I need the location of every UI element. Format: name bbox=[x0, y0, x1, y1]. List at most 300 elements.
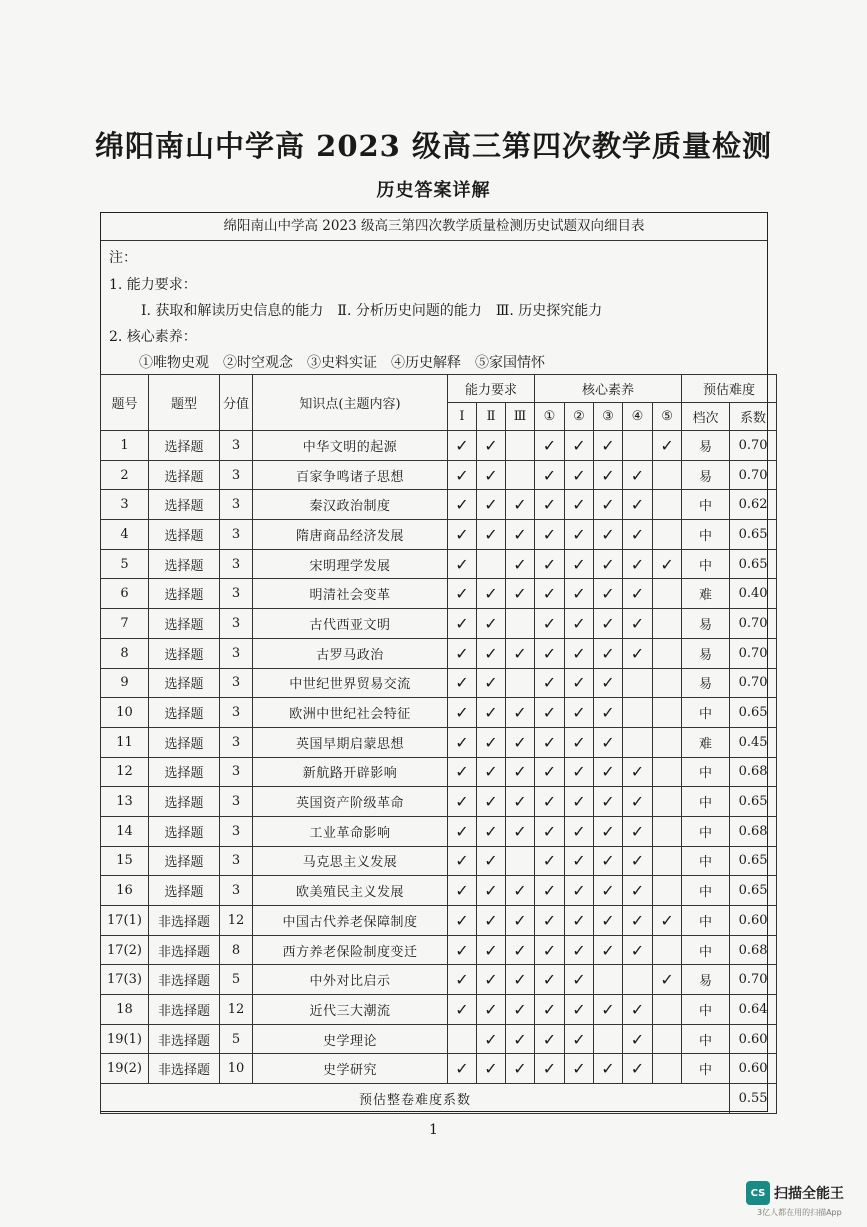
check-mark: ✓ bbox=[623, 787, 653, 817]
empty-cell bbox=[594, 1024, 623, 1054]
scanner-brand: 扫描全能王 bbox=[774, 1186, 844, 1202]
check-mark: ✓ bbox=[623, 1054, 653, 1084]
check-mark: ✓ bbox=[594, 668, 623, 698]
difficulty-coefficient: 0.68 bbox=[730, 935, 777, 965]
check-mark: ✓ bbox=[448, 520, 477, 550]
difficulty-coefficient: 0.40 bbox=[730, 579, 777, 609]
check-mark: ✓ bbox=[565, 846, 594, 876]
question-number: 19(2) bbox=[101, 1054, 149, 1084]
check-mark: ✓ bbox=[594, 579, 623, 609]
header-literacy-4: ④ bbox=[623, 403, 653, 431]
table-row bbox=[101, 520, 777, 550]
question-type: 选择题 bbox=[149, 787, 220, 817]
header-no: 题号 bbox=[101, 375, 149, 431]
difficulty-level: 易 bbox=[682, 638, 730, 668]
check-mark: ✓ bbox=[448, 935, 477, 965]
question-topic: 宋明理学发展 bbox=[253, 549, 448, 579]
check-mark: ✓ bbox=[594, 727, 623, 757]
check-mark: ✓ bbox=[653, 965, 682, 995]
header-literacy: 核心素养 bbox=[535, 375, 682, 403]
empty-cell bbox=[653, 876, 682, 906]
question-number: 17(1) bbox=[101, 906, 149, 936]
question-score: 3 bbox=[220, 876, 253, 906]
question-score: 3 bbox=[220, 490, 253, 520]
header-ability-2: Ⅱ bbox=[477, 403, 506, 431]
check-mark: ✓ bbox=[535, 698, 565, 728]
difficulty-level: 难 bbox=[682, 727, 730, 757]
difficulty-level: 中 bbox=[682, 549, 730, 579]
question-type: 选择题 bbox=[149, 638, 220, 668]
check-mark: ✓ bbox=[535, 490, 565, 520]
empty-cell bbox=[653, 460, 682, 490]
table-row bbox=[101, 490, 777, 520]
check-mark: ✓ bbox=[506, 995, 535, 1025]
total-label: 预估整卷难度系数 bbox=[101, 1084, 730, 1114]
camscanner-logo-icon: CS bbox=[746, 1181, 770, 1205]
question-score: 12 bbox=[220, 906, 253, 936]
document-title: 绵阳南山中学高 2023 级高三第四次教学质量检测 bbox=[95, 129, 772, 163]
check-mark: ✓ bbox=[623, 549, 653, 579]
check-mark: ✓ bbox=[448, 609, 477, 639]
table-title: 绵阳南山中学高 2023 级高三第四次教学质量检测历史试题双向细目表 bbox=[101, 213, 767, 241]
check-mark: ✓ bbox=[448, 579, 477, 609]
empty-cell bbox=[653, 1024, 682, 1054]
scanner-tagline: 3亿人都在用的扫描App bbox=[757, 1208, 842, 1217]
empty-cell bbox=[623, 698, 653, 728]
table-row bbox=[101, 935, 777, 965]
check-mark: ✓ bbox=[594, 1054, 623, 1084]
question-number: 4 bbox=[101, 520, 149, 550]
check-mark: ✓ bbox=[506, 965, 535, 995]
difficulty-coefficient: 0.70 bbox=[730, 431, 777, 461]
difficulty-level: 易 bbox=[682, 460, 730, 490]
difficulty-coefficient: 0.65 bbox=[730, 846, 777, 876]
check-mark: ✓ bbox=[565, 995, 594, 1025]
question-topic: 中华文明的起源 bbox=[253, 431, 448, 461]
check-mark: ✓ bbox=[623, 995, 653, 1025]
difficulty-coefficient: 0.60 bbox=[730, 1054, 777, 1084]
check-mark: ✓ bbox=[477, 1054, 506, 1084]
table-row bbox=[101, 579, 777, 609]
check-mark: ✓ bbox=[477, 727, 506, 757]
check-mark: ✓ bbox=[477, 965, 506, 995]
check-mark: ✓ bbox=[506, 698, 535, 728]
check-mark: ✓ bbox=[448, 846, 477, 876]
check-mark: ✓ bbox=[565, 935, 594, 965]
difficulty-level: 中 bbox=[682, 757, 730, 787]
question-number: 8 bbox=[101, 638, 149, 668]
check-mark: ✓ bbox=[506, 520, 535, 550]
table-row bbox=[101, 1024, 777, 1054]
check-mark: ✓ bbox=[477, 520, 506, 550]
question-topic: 史学理论 bbox=[253, 1024, 448, 1054]
question-type: 选择题 bbox=[149, 520, 220, 550]
empty-cell bbox=[653, 609, 682, 639]
check-mark: ✓ bbox=[506, 816, 535, 846]
difficulty-level: 易 bbox=[682, 431, 730, 461]
check-mark: ✓ bbox=[477, 935, 506, 965]
check-mark: ✓ bbox=[535, 935, 565, 965]
empty-cell bbox=[653, 727, 682, 757]
empty-cell bbox=[653, 520, 682, 550]
check-mark: ✓ bbox=[535, 638, 565, 668]
check-mark: ✓ bbox=[623, 846, 653, 876]
question-topic: 西方养老保险制度变迁 bbox=[253, 935, 448, 965]
header-level: 档次 bbox=[682, 403, 730, 431]
check-mark: ✓ bbox=[565, 520, 594, 550]
table-row bbox=[101, 757, 777, 787]
check-mark: ✓ bbox=[506, 579, 535, 609]
question-type: 选择题 bbox=[149, 609, 220, 639]
question-topic: 明清社会变革 bbox=[253, 579, 448, 609]
question-score: 3 bbox=[220, 668, 253, 698]
check-mark: ✓ bbox=[448, 787, 477, 817]
header-ability: 能力要求 bbox=[448, 375, 535, 403]
question-topic: 中国古代养老保障制度 bbox=[253, 906, 448, 936]
question-topic: 新航路开辟影响 bbox=[253, 757, 448, 787]
check-mark: ✓ bbox=[565, 668, 594, 698]
empty-cell bbox=[653, 490, 682, 520]
empty-cell bbox=[653, 1054, 682, 1084]
empty-cell bbox=[653, 995, 682, 1025]
check-mark: ✓ bbox=[448, 668, 477, 698]
question-type: 选择题 bbox=[149, 846, 220, 876]
check-mark: ✓ bbox=[535, 579, 565, 609]
difficulty-coefficient: 0.65 bbox=[730, 698, 777, 728]
empty-cell bbox=[594, 965, 623, 995]
empty-cell bbox=[653, 579, 682, 609]
question-score: 12 bbox=[220, 995, 253, 1025]
ability-items: Ⅰ. 获取和解读历史信息的能力 Ⅱ. 分析历史问题的能力 Ⅲ. 历史探究能力 bbox=[141, 303, 603, 319]
header-ability-1: Ⅰ bbox=[448, 403, 477, 431]
question-type: 选择题 bbox=[149, 460, 220, 490]
difficulty-coefficient: 0.60 bbox=[730, 1024, 777, 1054]
question-number: 12 bbox=[101, 757, 149, 787]
difficulty-coefficient: 0.45 bbox=[730, 727, 777, 757]
question-score: 3 bbox=[220, 460, 253, 490]
empty-cell bbox=[653, 698, 682, 728]
question-number: 1 bbox=[101, 431, 149, 461]
difficulty-level: 中 bbox=[682, 906, 730, 936]
check-mark: ✓ bbox=[477, 1024, 506, 1054]
difficulty-coefficient: 0.65 bbox=[730, 549, 777, 579]
question-type: 选择题 bbox=[149, 876, 220, 906]
check-mark: ✓ bbox=[623, 906, 653, 936]
check-mark: ✓ bbox=[477, 906, 506, 936]
check-mark: ✓ bbox=[535, 1024, 565, 1054]
question-topic: 欧美殖民主义发展 bbox=[253, 876, 448, 906]
check-mark: ✓ bbox=[623, 460, 653, 490]
difficulty-level: 中 bbox=[682, 698, 730, 728]
empty-cell bbox=[506, 460, 535, 490]
question-number: 11 bbox=[101, 727, 149, 757]
table-row bbox=[101, 727, 777, 757]
difficulty-level: 难 bbox=[682, 579, 730, 609]
question-score: 5 bbox=[220, 965, 253, 995]
check-mark: ✓ bbox=[594, 846, 623, 876]
check-mark: ✓ bbox=[594, 609, 623, 639]
check-mark: ✓ bbox=[448, 431, 477, 461]
check-mark: ✓ bbox=[565, 876, 594, 906]
empty-cell bbox=[653, 787, 682, 817]
question-score: 3 bbox=[220, 579, 253, 609]
check-mark: ✓ bbox=[623, 520, 653, 550]
question-topic: 百家争鸣诸子思想 bbox=[253, 460, 448, 490]
check-mark: ✓ bbox=[565, 638, 594, 668]
empty-cell bbox=[653, 816, 682, 846]
difficulty-coefficient: 0.62 bbox=[730, 490, 777, 520]
check-mark: ✓ bbox=[623, 816, 653, 846]
difficulty-level: 易 bbox=[682, 668, 730, 698]
difficulty-coefficient: 0.70 bbox=[730, 609, 777, 639]
header-type: 题型 bbox=[149, 375, 220, 431]
question-number: 3 bbox=[101, 490, 149, 520]
question-type: 选择题 bbox=[149, 816, 220, 846]
total-coefficient: 0.55 bbox=[730, 1084, 777, 1114]
question-number: 19(1) bbox=[101, 1024, 149, 1054]
check-mark: ✓ bbox=[506, 638, 535, 668]
check-mark: ✓ bbox=[477, 876, 506, 906]
table-row bbox=[101, 787, 777, 817]
question-topic: 中世纪世界贸易交流 bbox=[253, 668, 448, 698]
question-score: 3 bbox=[220, 846, 253, 876]
empty-cell bbox=[653, 935, 682, 965]
question-score: 3 bbox=[220, 727, 253, 757]
check-mark: ✓ bbox=[565, 490, 594, 520]
question-topic: 古罗马政治 bbox=[253, 638, 448, 668]
question-type: 选择题 bbox=[149, 727, 220, 757]
check-mark: ✓ bbox=[477, 995, 506, 1025]
check-mark: ✓ bbox=[623, 490, 653, 520]
check-mark: ✓ bbox=[565, 549, 594, 579]
check-mark: ✓ bbox=[535, 431, 565, 461]
check-mark: ✓ bbox=[535, 787, 565, 817]
header-topic: 知识点(主题内容) bbox=[253, 375, 448, 431]
header-literacy-5: ⑤ bbox=[653, 403, 682, 431]
question-topic: 秦汉政治制度 bbox=[253, 490, 448, 520]
check-mark: ✓ bbox=[477, 816, 506, 846]
question-score: 3 bbox=[220, 698, 253, 728]
check-mark: ✓ bbox=[477, 698, 506, 728]
question-score: 3 bbox=[220, 431, 253, 461]
table-body bbox=[101, 431, 777, 1084]
check-mark: ✓ bbox=[623, 638, 653, 668]
difficulty-level: 中 bbox=[682, 876, 730, 906]
table-row bbox=[101, 965, 777, 995]
check-mark: ✓ bbox=[448, 965, 477, 995]
header-literacy-3: ③ bbox=[594, 403, 623, 431]
question-topic: 古代西亚文明 bbox=[253, 609, 448, 639]
header-literacy-2: ② bbox=[565, 403, 594, 431]
check-mark: ✓ bbox=[623, 876, 653, 906]
check-mark: ✓ bbox=[565, 906, 594, 936]
difficulty-coefficient: 0.60 bbox=[730, 906, 777, 936]
question-topic: 隋唐商品经济发展 bbox=[253, 520, 448, 550]
difficulty-level: 中 bbox=[682, 787, 730, 817]
question-number: 17(3) bbox=[101, 965, 149, 995]
check-mark: ✓ bbox=[506, 490, 535, 520]
empty-cell bbox=[653, 668, 682, 698]
check-mark: ✓ bbox=[653, 431, 682, 461]
question-score: 3 bbox=[220, 757, 253, 787]
check-mark: ✓ bbox=[565, 609, 594, 639]
table-row bbox=[101, 431, 777, 461]
check-mark: ✓ bbox=[506, 727, 535, 757]
check-mark: ✓ bbox=[535, 1054, 565, 1084]
check-mark: ✓ bbox=[477, 579, 506, 609]
check-mark: ✓ bbox=[506, 876, 535, 906]
question-score: 10 bbox=[220, 1054, 253, 1084]
check-mark: ✓ bbox=[565, 1024, 594, 1054]
check-mark: ✓ bbox=[535, 757, 565, 787]
question-number: 2 bbox=[101, 460, 149, 490]
table-row bbox=[101, 995, 777, 1025]
question-number: 7 bbox=[101, 609, 149, 639]
question-type: 非选择题 bbox=[149, 965, 220, 995]
question-type: 非选择题 bbox=[149, 935, 220, 965]
check-mark: ✓ bbox=[623, 609, 653, 639]
question-score: 3 bbox=[220, 549, 253, 579]
document-subtitle: 历史答案详解 bbox=[376, 180, 491, 201]
table-row bbox=[101, 906, 777, 936]
question-type: 选择题 bbox=[149, 549, 220, 579]
table-row bbox=[101, 668, 777, 698]
difficulty-level: 易 bbox=[682, 965, 730, 995]
check-mark: ✓ bbox=[477, 846, 506, 876]
check-mark: ✓ bbox=[565, 757, 594, 787]
check-mark: ✓ bbox=[448, 876, 477, 906]
check-mark: ✓ bbox=[448, 727, 477, 757]
check-mark: ✓ bbox=[477, 638, 506, 668]
question-type: 非选择题 bbox=[149, 906, 220, 936]
question-type: 选择题 bbox=[149, 757, 220, 787]
difficulty-level: 中 bbox=[682, 816, 730, 846]
header-score: 分值 bbox=[220, 375, 253, 431]
page-number: 1 bbox=[429, 1122, 438, 1138]
check-mark: ✓ bbox=[477, 668, 506, 698]
empty-cell bbox=[506, 431, 535, 461]
difficulty-level: 中 bbox=[682, 1024, 730, 1054]
question-type: 选择题 bbox=[149, 579, 220, 609]
check-mark: ✓ bbox=[565, 460, 594, 490]
question-score: 3 bbox=[220, 609, 253, 639]
check-mark: ✓ bbox=[477, 787, 506, 817]
question-score: 3 bbox=[220, 638, 253, 668]
question-score: 5 bbox=[220, 1024, 253, 1054]
check-mark: ✓ bbox=[653, 549, 682, 579]
question-topic: 史学研究 bbox=[253, 1054, 448, 1084]
question-type: 非选择题 bbox=[149, 1024, 220, 1054]
notes-label: 注： bbox=[109, 250, 137, 266]
empty-cell bbox=[623, 727, 653, 757]
check-mark: ✓ bbox=[506, 906, 535, 936]
table-row bbox=[101, 846, 777, 876]
question-score: 3 bbox=[220, 787, 253, 817]
check-mark: ✓ bbox=[448, 549, 477, 579]
check-mark: ✓ bbox=[594, 460, 623, 490]
question-type: 选择题 bbox=[149, 490, 220, 520]
table-row bbox=[101, 460, 777, 490]
check-mark: ✓ bbox=[535, 846, 565, 876]
question-number: 13 bbox=[101, 787, 149, 817]
check-mark: ✓ bbox=[594, 490, 623, 520]
question-topic: 近代三大潮流 bbox=[253, 995, 448, 1025]
check-mark: ✓ bbox=[448, 757, 477, 787]
difficulty-level: 易 bbox=[682, 609, 730, 639]
empty-cell bbox=[653, 757, 682, 787]
question-number: 17(2) bbox=[101, 935, 149, 965]
empty-cell bbox=[477, 549, 506, 579]
difficulty-coefficient: 0.68 bbox=[730, 816, 777, 846]
check-mark: ✓ bbox=[535, 609, 565, 639]
empty-cell bbox=[506, 609, 535, 639]
check-mark: ✓ bbox=[565, 431, 594, 461]
table-row bbox=[101, 876, 777, 906]
table-row bbox=[101, 816, 777, 846]
ability-heading: 1. 能力要求： bbox=[109, 277, 197, 293]
check-mark: ✓ bbox=[565, 816, 594, 846]
question-number: 18 bbox=[101, 995, 149, 1025]
check-mark: ✓ bbox=[565, 965, 594, 995]
question-type: 选择题 bbox=[149, 431, 220, 461]
difficulty-coefficient: 0.65 bbox=[730, 787, 777, 817]
empty-cell bbox=[653, 846, 682, 876]
check-mark: ✓ bbox=[506, 757, 535, 787]
scanner-watermark bbox=[746, 1181, 844, 1205]
difficulty-coefficient: 0.70 bbox=[730, 460, 777, 490]
check-mark: ✓ bbox=[477, 490, 506, 520]
check-mark: ✓ bbox=[506, 935, 535, 965]
check-mark: ✓ bbox=[448, 490, 477, 520]
check-mark: ✓ bbox=[594, 638, 623, 668]
question-topic: 中外对比启示 bbox=[253, 965, 448, 995]
question-number: 15 bbox=[101, 846, 149, 876]
question-number: 14 bbox=[101, 816, 149, 846]
table-row bbox=[101, 638, 777, 668]
check-mark: ✓ bbox=[594, 757, 623, 787]
check-mark: ✓ bbox=[623, 1024, 653, 1054]
check-mark: ✓ bbox=[477, 460, 506, 490]
check-mark: ✓ bbox=[448, 906, 477, 936]
check-mark: ✓ bbox=[594, 520, 623, 550]
check-mark: ✓ bbox=[594, 787, 623, 817]
table-row bbox=[101, 609, 777, 639]
check-mark: ✓ bbox=[623, 579, 653, 609]
check-mark: ✓ bbox=[594, 935, 623, 965]
check-mark: ✓ bbox=[653, 906, 682, 936]
check-mark: ✓ bbox=[535, 995, 565, 1025]
literacy-items: ①唯物史观 ②时空观念 ③史料实证 ④历史解释 ⑤家国情怀 bbox=[139, 355, 545, 371]
check-mark: ✓ bbox=[448, 460, 477, 490]
question-topic: 欧洲中世纪社会特征 bbox=[253, 698, 448, 728]
check-mark: ✓ bbox=[448, 698, 477, 728]
question-number: 16 bbox=[101, 876, 149, 906]
check-mark: ✓ bbox=[535, 668, 565, 698]
detail-table bbox=[100, 374, 777, 1114]
difficulty-coefficient: 0.64 bbox=[730, 995, 777, 1025]
check-mark: ✓ bbox=[448, 1054, 477, 1084]
check-mark: ✓ bbox=[477, 757, 506, 787]
difficulty-coefficient: 0.70 bbox=[730, 965, 777, 995]
difficulty-coefficient: 0.65 bbox=[730, 876, 777, 906]
check-mark: ✓ bbox=[594, 876, 623, 906]
check-mark: ✓ bbox=[506, 1054, 535, 1084]
question-topic: 英国资产阶级革命 bbox=[253, 787, 448, 817]
empty-cell bbox=[448, 1024, 477, 1054]
question-topic: 英国早期启蒙思想 bbox=[253, 727, 448, 757]
check-mark: ✓ bbox=[535, 727, 565, 757]
question-number: 10 bbox=[101, 698, 149, 728]
